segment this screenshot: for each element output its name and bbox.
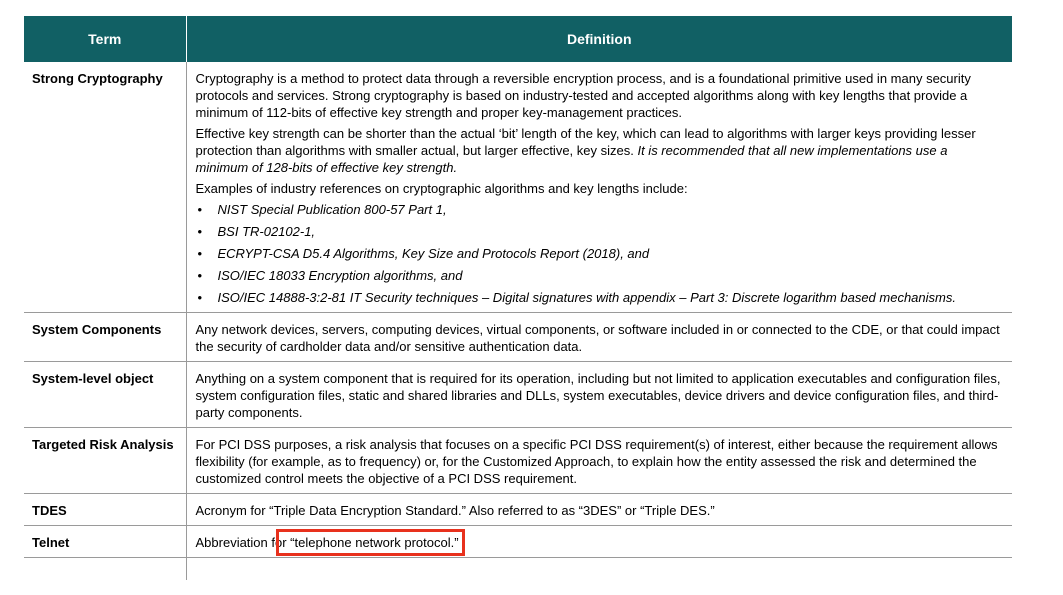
term-cell: System-level object [24, 362, 186, 428]
definition-cell: For PCI DSS purposes, a risk analysis that focuses on a specific PCI DSS requirement(s) of interest, either because the requirement allows flexibility (for example, as to frequency) or, for the Customized Approach, to explain how the entity assessed the risk and determined the customized control meets the objective of a PCI DSS requirement. [186, 428, 1012, 494]
definition-cell: Anything on a system component that is required for its operation, including but not limited to application executables and configuration files, system configuration files, static and shared libraries and DLLs, system executables, device drivers and device configuration files, and third-party components. [186, 362, 1012, 428]
list-item [196, 223, 1003, 240]
definition-cell: Any network devices, servers, computing devices, virtual components, or software included in or connected to the CDE, or that could impact the security of cardholder data and/or sensitive authentication data. [186, 313, 1012, 362]
paragraph-text: Cryptography is a method to protect data through a reversible encryption process, and is a foundational primitive used in many security protocols and services. Strong cryptography is based on industry-tested and accepted algorithms along with key lengths that provide a minimum of 112-bits of effective key strength and proper key-management practices. [195, 71, 971, 120]
highlighted-definition-text: r “telephone network protocol.” [282, 535, 459, 550]
reference-text: ISO/IEC 14888-3:2-81 IT Security techniques – Digital signatures with appendix – Part 3: Discrete logarithm based mechanisms. [217, 290, 956, 305]
reference-list [196, 201, 1003, 306]
definition-text: Abbreviation fo [195, 535, 283, 550]
definition-column-header: Definition [186, 16, 1012, 62]
paragraph-italic-text: It is recommended that all new implementations use a minimum of 128-bits of effective key strength. [195, 143, 948, 175]
reference-text: ECRYPT-CSA D5.4 Algorithms, Key Size and Protocols Report (2018), and [217, 246, 650, 261]
bullet-icon: • [197, 290, 203, 305]
paragraph-text: Effective key strength can be shorter than the actual ‘bit’ length of the key, which can lead to algorithms with larger keys providing lesser protection than algorithms with smaller actual, but larger effective, key sizes. [195, 126, 976, 158]
definition-paragraph [196, 180, 1003, 197]
table-row-system-components [24, 313, 1012, 362]
definition-paragraph [196, 70, 1003, 121]
term-cell: Strong Cryptography [24, 62, 186, 313]
table-row-telnet [24, 526, 1012, 558]
definition-cell [186, 62, 1012, 313]
list-item [196, 245, 1003, 262]
table-header [24, 16, 1012, 62]
definition-cell [186, 526, 1012, 558]
bullet-icon: • [197, 224, 203, 239]
paragraph-text: Examples of industry references on cryptographic algorithms and key lengths include: [195, 181, 688, 196]
table-row-tdes [24, 494, 1012, 526]
table-row-strong-cryptography [24, 62, 1012, 313]
term-cell: Telnet [24, 526, 186, 558]
table-row-targeted-risk-analysis [24, 428, 1012, 494]
term-column-header: Term [24, 16, 186, 62]
term-cell-empty [24, 558, 186, 581]
list-item [196, 267, 1003, 284]
reference-text: BSI TR-02102-1, [217, 224, 316, 239]
term-cell: System Components [24, 313, 186, 362]
definition-cell-empty [186, 558, 1012, 581]
term-cell: TDES [24, 494, 186, 526]
table-row-partial [24, 558, 1012, 581]
table-row-system-level-object [24, 362, 1012, 428]
definition-paragraph [196, 125, 1003, 176]
list-item [196, 289, 1003, 306]
bullet-icon: • [197, 202, 203, 217]
reference-text: ISO/IEC 18033 Encryption algorithms, and [217, 268, 463, 283]
bullet-icon: • [197, 268, 203, 283]
glossary-table [24, 16, 1012, 580]
term-cell: Targeted Risk Analysis [24, 428, 186, 494]
definition-cell: Acronym for “Triple Data Encryption Standard.” Also referred to as “3DES” or “Triple DES.” [186, 494, 1012, 526]
list-item [196, 201, 1003, 218]
reference-text: NIST Special Publication 800-57 Part 1, [217, 202, 447, 217]
bullet-icon: • [197, 246, 203, 261]
